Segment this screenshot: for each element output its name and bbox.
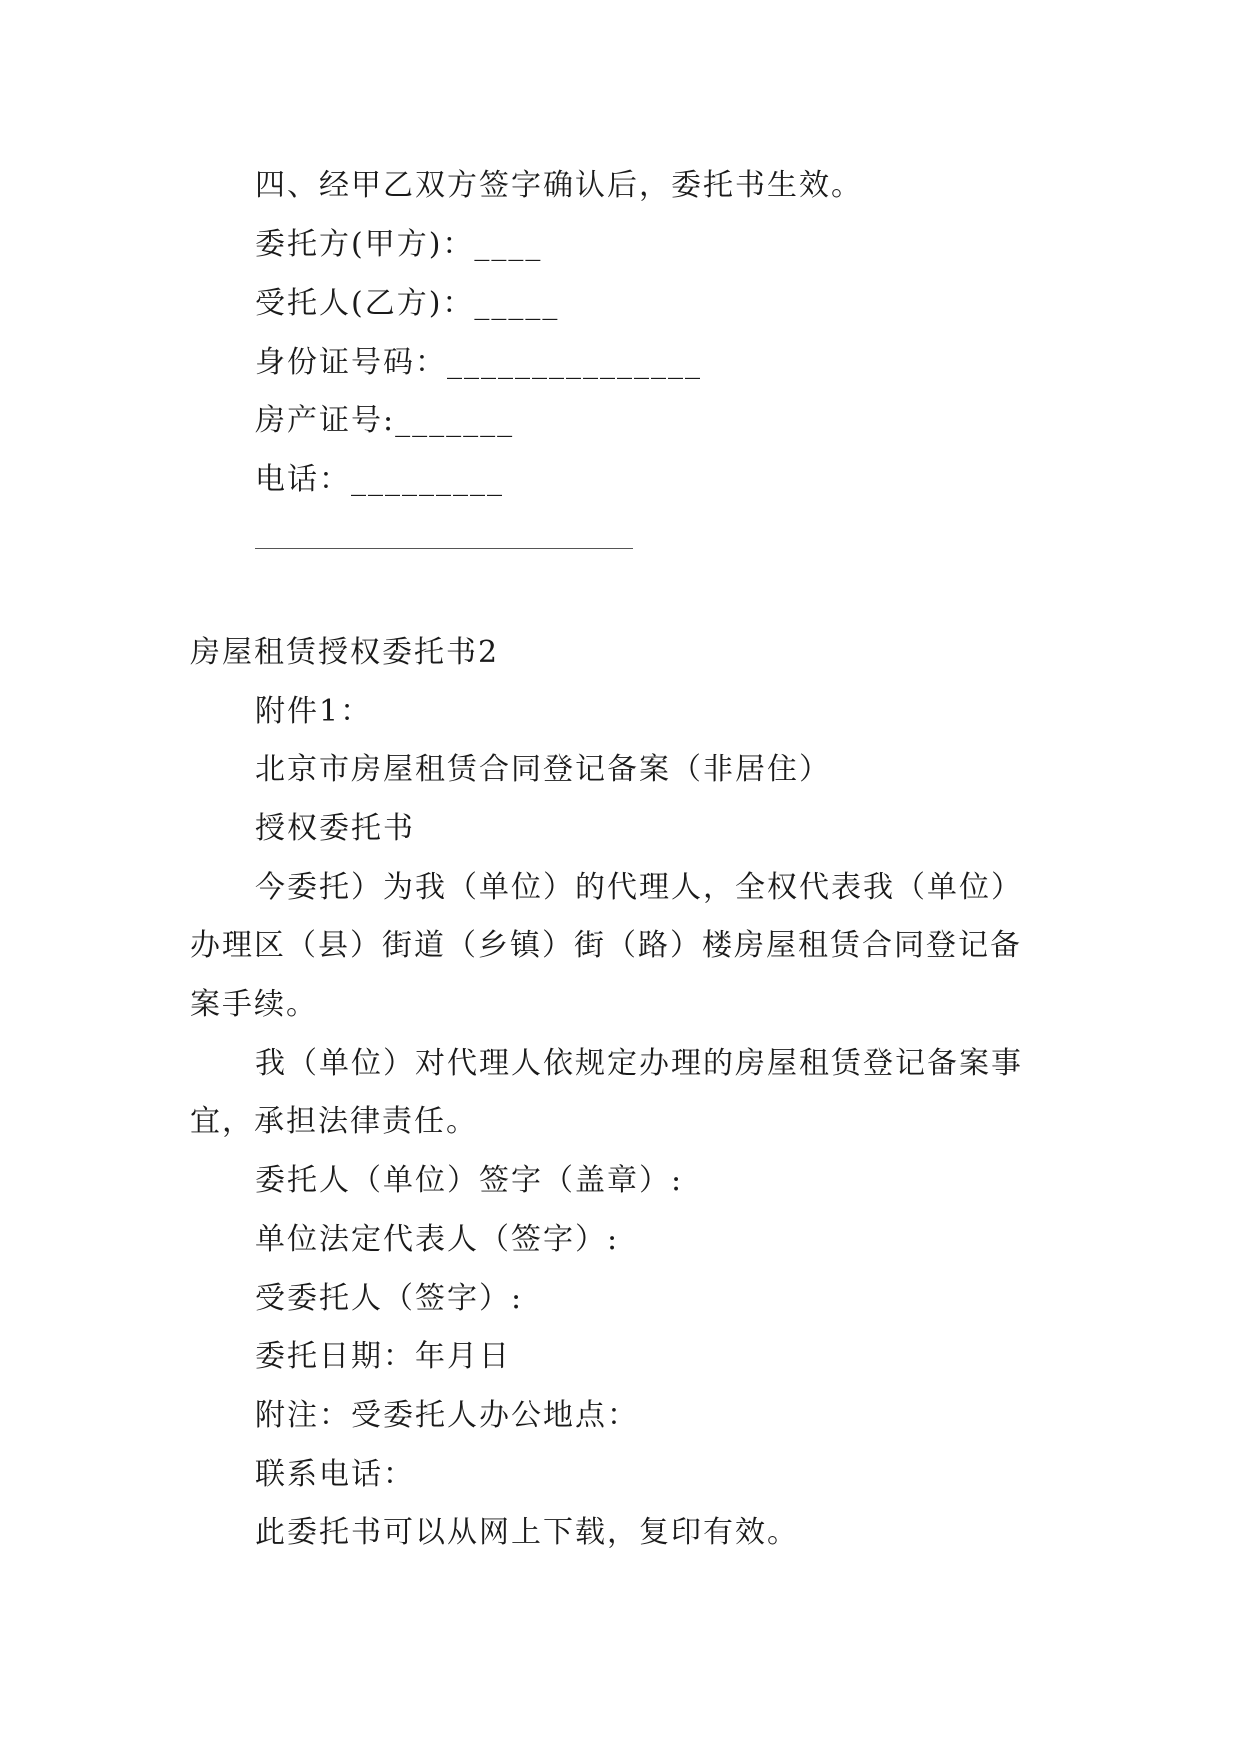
agent-signature-line: 受委托人（签字）:	[255, 1281, 524, 1316]
paragraph-1-line-2: 办理区（县）街道（乡镇）街（路）楼房屋租赁合同登记备	[190, 928, 1022, 963]
paragraph-1-line-3: 案手续。	[190, 987, 318, 1022]
paragraph-2-line-2: 宜，承担法律责任。	[190, 1104, 478, 1139]
id-number-field: 身份证号码：_______________	[255, 345, 702, 380]
contact-phone-line: 联系电话：	[255, 1457, 415, 1492]
principal-signature-line: 委托人（单位）签字（盖章）:	[255, 1163, 684, 1198]
paragraph-1-line-1: 今委托）为我（单位）的代理人，全权代表我（单位）	[255, 870, 1023, 905]
document-subtitle: 北京市房屋租赁合同登记备案（非居住）	[255, 752, 831, 787]
attachment-label: 附件1：	[255, 694, 373, 729]
principal-field: 委托方(甲方)：____	[255, 227, 543, 262]
property-cert-field: 房产证号:_______	[255, 403, 515, 438]
phone-field: 电话：_________	[255, 462, 504, 497]
agent-field: 受托人(乙方)：_____	[255, 286, 560, 321]
section-heading: 房屋租赁授权委托书2	[190, 635, 500, 670]
legal-rep-signature-line: 单位法定代表人（签字）:	[255, 1222, 620, 1257]
office-note-line: 附注：受委托人办公地点：	[255, 1398, 639, 1433]
paragraph-2-line-1: 我（单位）对代理人依规定办理的房屋租赁登记备案事	[255, 1046, 1023, 1081]
clause-four: 四、经甲乙双方签字确认后，委托书生效。	[255, 168, 863, 203]
separator-rule	[255, 548, 633, 549]
date-line: 委托日期：年月日	[255, 1339, 511, 1374]
download-note: 此委托书可以从网上下载，复印有效。	[255, 1515, 799, 1550]
document-subtitle-2: 授权委托书	[255, 811, 415, 846]
